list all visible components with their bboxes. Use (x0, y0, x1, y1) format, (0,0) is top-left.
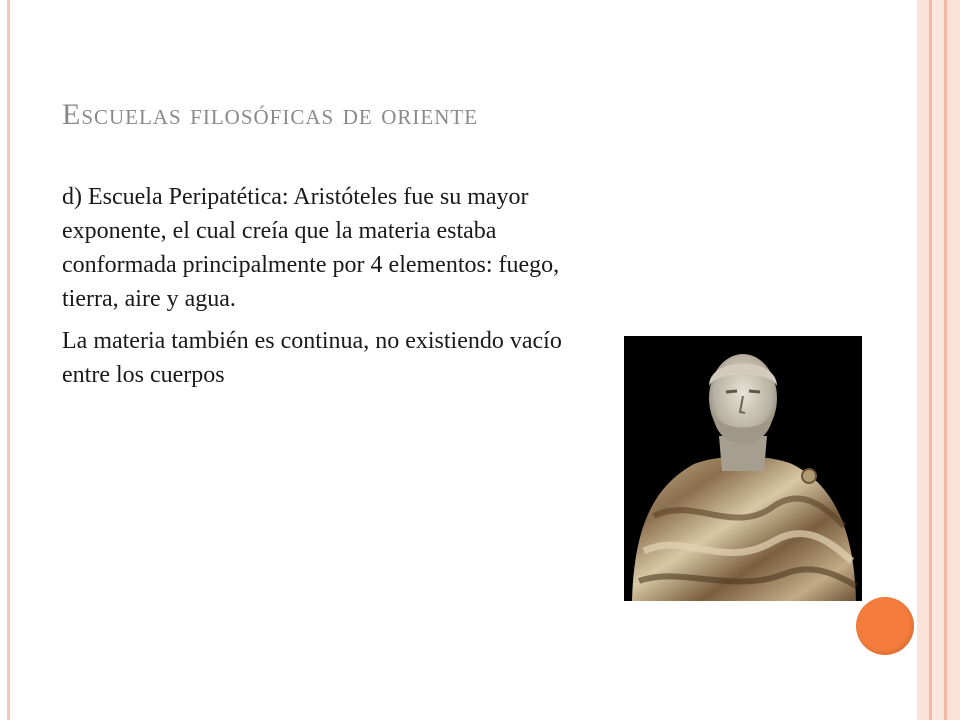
paragraph-continuity: La materia también es continua, no existiendo vacío entre los cuerpos (62, 328, 562, 388)
right-stripe (947, 0, 960, 720)
right-stripe (917, 0, 929, 720)
orange-accent-circle (856, 597, 914, 655)
right-stripe (932, 0, 944, 720)
slide-body (62, 180, 582, 400)
aristotle-bust-image (624, 336, 862, 601)
slide-title: Escuelas filosóficas de oriente (62, 98, 479, 131)
left-border-line (7, 0, 10, 720)
paragraph-peripatetic: d) Escuela Peripatética: Aristóteles fue su mayor exponente, el cual creía que la materia estaba conformada principalmente por 4 elementos: fuego, tierra, aire y agua. (62, 184, 560, 312)
bust-illustration (624, 336, 862, 601)
